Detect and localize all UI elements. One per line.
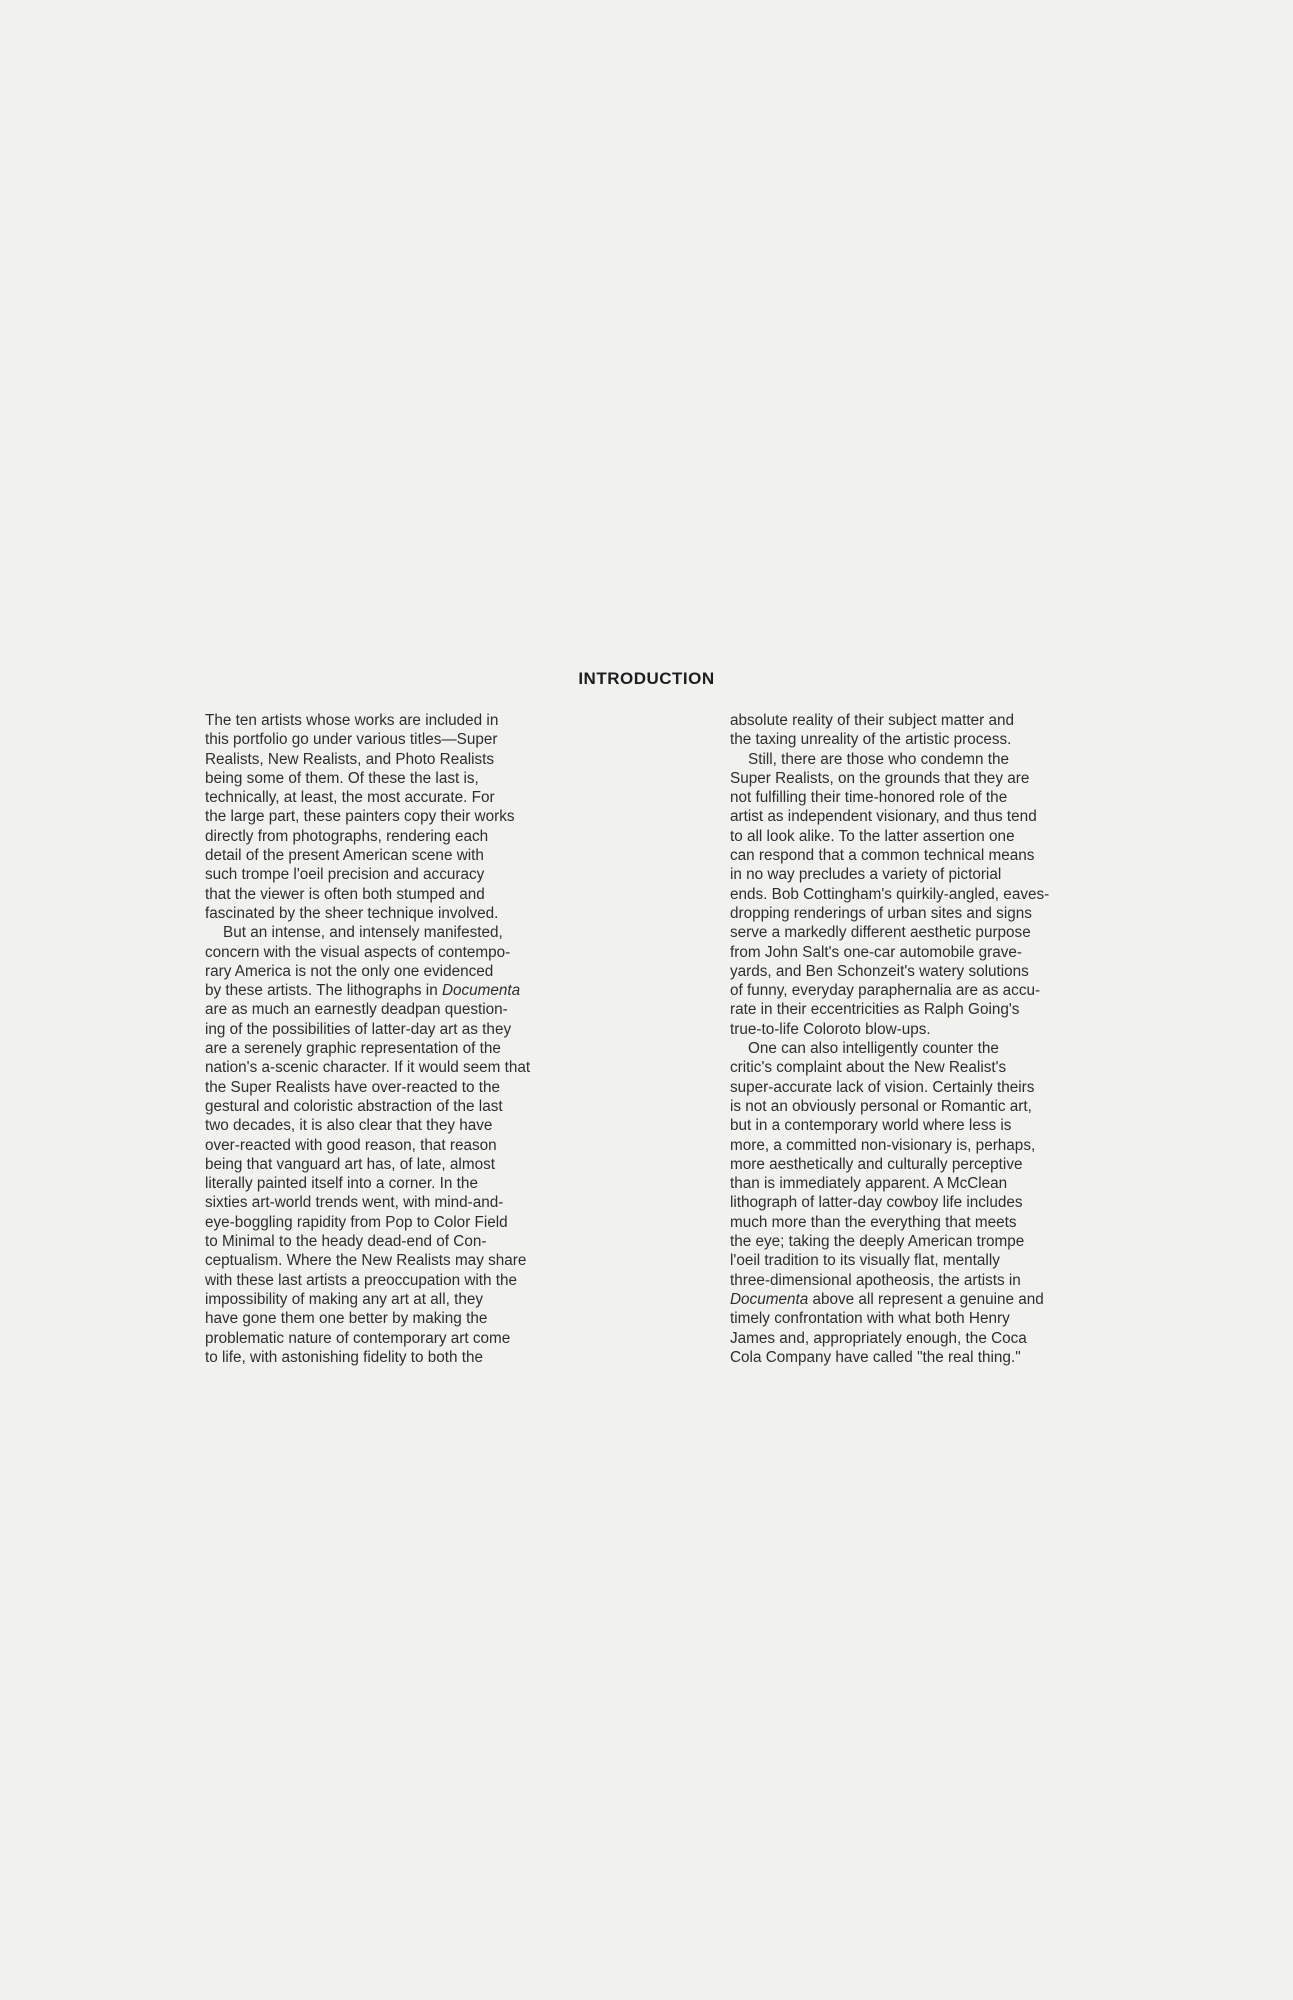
text-line-content: that the viewer is often both stumped and (205, 885, 485, 903)
text-line (730, 1155, 1122, 1174)
text-line-content: concern with the visual aspects of contempo- (205, 943, 511, 961)
text-line-content: technically, at least, the most accurate. For (205, 789, 495, 807)
text-line-content: The ten artists whose works are included in (205, 712, 499, 729)
text-line-content: lithograph of latter-day cowboy life includes (730, 1194, 1023, 1212)
text-line (205, 711, 597, 730)
text-line-content: critic's complaint about the New Realist's (730, 1059, 1007, 1077)
text-line (205, 1174, 597, 1193)
text-line-content: the eye; taking the deeply American trompe (730, 1233, 1025, 1251)
text-line (205, 730, 597, 749)
text-line-content: three-dimensional apotheosis, the artists in (730, 1271, 1021, 1289)
text-line (205, 1155, 597, 1174)
text-line (205, 788, 597, 807)
text-line (205, 981, 597, 1000)
text-line (730, 1213, 1122, 1232)
text-line-content: but in a contemporary world where less is (730, 1117, 1012, 1135)
text-line (730, 1309, 1122, 1328)
text-line-content: fascinated by the sheer technique involved. (205, 904, 499, 922)
text-line (205, 1309, 597, 1328)
text-line-content: sixties art-world trends went, with mind-and- (205, 1194, 504, 1212)
text-line (205, 904, 597, 923)
text-line-content: can respond that a common technical means (730, 847, 1035, 865)
text-line-content: absolute reality of their subject matter and (730, 712, 1014, 729)
text-line (205, 1058, 597, 1077)
text-line (205, 1348, 597, 1367)
text-line-content: eye-boggling rapidity from Pop to Color Field (205, 1213, 508, 1231)
text-line-content: directly from photographs, rendering each (205, 827, 489, 845)
left-text-column (205, 711, 597, 1367)
text-line (730, 1174, 1122, 1193)
page-title: INTRODUCTION (578, 669, 715, 688)
text-line (205, 827, 597, 846)
text-line (205, 750, 597, 769)
text-line (205, 1193, 597, 1212)
text-line (205, 1232, 597, 1251)
text-line (730, 807, 1122, 826)
text-line-content: James and, appropriately enough, the Coca (730, 1329, 1027, 1347)
text-line (205, 1000, 597, 1019)
text-line-content: such trompe l'oeil precision and accuracy (205, 866, 485, 884)
text-line (730, 750, 1122, 769)
text-line-content: with these last artists a preoccupation with the (205, 1271, 518, 1289)
text-line (730, 943, 1122, 962)
text-line (205, 1290, 597, 1309)
text-line-content: than is immediately apparent. A McClean (730, 1175, 1008, 1193)
text-line (205, 846, 597, 865)
text-line-content: more aesthetically and culturally perceptive (730, 1155, 1023, 1173)
text-line (730, 788, 1122, 807)
text-line-content: detail of the present American scene with (205, 847, 484, 865)
text-line-content: Super Realists, on the grounds that they are (730, 769, 1030, 787)
text-line-content: l'oeil tradition to its visually flat, mentally (730, 1252, 1000, 1270)
text-line-content: rary America is not the only one evidenced (205, 962, 494, 980)
text-line-content: impossibility of making any art at all, they (205, 1290, 484, 1308)
text-line (205, 1078, 597, 1097)
text-line-content: over-reacted with good reason, that reason (205, 1136, 497, 1154)
text-line (730, 827, 1122, 846)
text-line-content: are as much an earnestly deadpan question- (205, 1001, 508, 1019)
text-line-content: to life, with astonishing fidelity to both the (205, 1348, 484, 1366)
text-line (730, 1000, 1122, 1019)
text-line (205, 865, 597, 884)
text-line-content: serve a markedly different aesthetic purpose (730, 924, 1031, 942)
text-line-content: much more than the everything that meets (730, 1213, 1017, 1231)
text-line (205, 1251, 597, 1270)
italic-title: Documenta (730, 1290, 809, 1308)
text-line-content: the taxing unreality of the artistic process. (730, 731, 1012, 749)
text-line (730, 730, 1122, 749)
text-line (205, 885, 597, 904)
text-line (730, 885, 1122, 904)
text-line (730, 769, 1122, 788)
text-line (730, 1136, 1122, 1155)
text-line (205, 1329, 597, 1348)
text-line-content: have gone them one better by making the (205, 1310, 488, 1328)
text-line (205, 1271, 597, 1290)
text-line (205, 962, 597, 981)
text-line-content: to Minimal to the heady dead-end of Con- (205, 1233, 487, 1251)
text-line (730, 1020, 1122, 1039)
text-line-content: this portfolio go under various titles—Super (205, 731, 498, 749)
text-line-content: to all look alike. To the latter assertion one (730, 827, 1015, 845)
text-line (730, 1290, 1122, 1309)
text-line (730, 1329, 1122, 1348)
text-line (205, 923, 597, 942)
text-line-content: ends. Bob Cottingham's quirkily-angled, eaves- (730, 885, 1050, 903)
text-line (730, 711, 1122, 730)
text-line-content: ceptualism. Where the New Realists may share (205, 1252, 527, 1270)
text-line (730, 1039, 1122, 1058)
text-line (730, 865, 1122, 884)
text-line-content: from John Salt's one-car automobile grave- (730, 943, 1023, 961)
right-text-column (730, 711, 1122, 1367)
text-line-content: above all represent a genuine and (808, 1290, 1044, 1308)
text-line-content: artist as independent visionary, and thus tend (730, 808, 1037, 826)
text-line (730, 923, 1122, 942)
text-line-content: problematic nature of contemporary art come (205, 1329, 511, 1347)
text-line-content: rate in their eccentricities as Ralph Going's (730, 1001, 1020, 1019)
text-line-content: being that vanguard art has, of late, almost (205, 1155, 495, 1173)
text-line (730, 1193, 1122, 1212)
text-line-content: being some of them. Of these the last is, (205, 769, 479, 787)
text-line-content: is not an obviously personal or Romantic art, (730, 1097, 1032, 1115)
text-line-content: literally painted itself into a corner. In the (205, 1175, 478, 1193)
text-line (205, 769, 597, 788)
text-line-content: the Super Realists have over-reacted to the (205, 1078, 501, 1096)
text-line-content: more, a committed non-visionary is, perhaps, (730, 1136, 1036, 1154)
text-line (205, 1116, 597, 1135)
text-line (730, 1078, 1122, 1097)
text-line-content: Cola Company have called "the real thing." (730, 1348, 1021, 1366)
text-line-content: of funny, everyday paraphernalia are as accu- (730, 982, 1041, 1000)
text-line (730, 1058, 1122, 1077)
text-line (730, 1097, 1122, 1116)
text-line-content: dropping renderings of urban sites and signs (730, 904, 1032, 922)
text-line-content: ing of the possibilities of latter-day art as they (205, 1020, 512, 1038)
text-line-content: in no way precludes a variety of pictorial (730, 866, 1002, 884)
text-line-content: Realists, New Realists, and Photo Realists (205, 750, 495, 768)
text-line (730, 904, 1122, 923)
text-line (205, 1020, 597, 1039)
text-line-content: two decades, it is also clear that they have (205, 1117, 493, 1135)
text-line (730, 1348, 1122, 1367)
text-line (730, 962, 1122, 981)
text-line (730, 1271, 1122, 1290)
text-line (730, 1232, 1122, 1251)
text-line-content: are a serenely graphic representation of the (205, 1040, 501, 1058)
text-line (730, 846, 1122, 865)
text-line (205, 807, 597, 826)
text-line (205, 1097, 597, 1116)
text-line-content: gestural and coloristic abstraction of the last (205, 1097, 503, 1115)
text-line (205, 1213, 597, 1232)
text-line-content: But an intense, and intensely manifested, (223, 924, 503, 942)
text-line-content: the large part, these painters copy their works (205, 808, 515, 826)
text-line-content: nation's a-scenic character. If it would seem that (205, 1059, 531, 1077)
text-line (205, 1136, 597, 1155)
text-line-content: by these artists. The lithographs in (205, 982, 442, 1000)
text-line-content: true-to-life Coloroto blow-ups. (730, 1020, 931, 1038)
text-line-content: Still, there are those who condemn the (748, 750, 1010, 768)
text-line (730, 1251, 1122, 1270)
text-line-content: timely confrontation with what both Henry (730, 1310, 1010, 1328)
text-line (205, 1039, 597, 1058)
text-line (730, 981, 1122, 1000)
italic-title: Documenta (441, 982, 521, 1000)
text-line-content: not fulfilling their time-honored role of the (730, 789, 1008, 807)
text-line-content: super-accurate lack of vision. Certainly theirs (730, 1078, 1035, 1096)
text-line (205, 943, 597, 962)
text-line-content: One can also intelligently counter the (748, 1040, 999, 1058)
text-line-content: yards, and Ben Schonzeit's watery solutions (730, 962, 1029, 980)
text-line (730, 1116, 1122, 1135)
